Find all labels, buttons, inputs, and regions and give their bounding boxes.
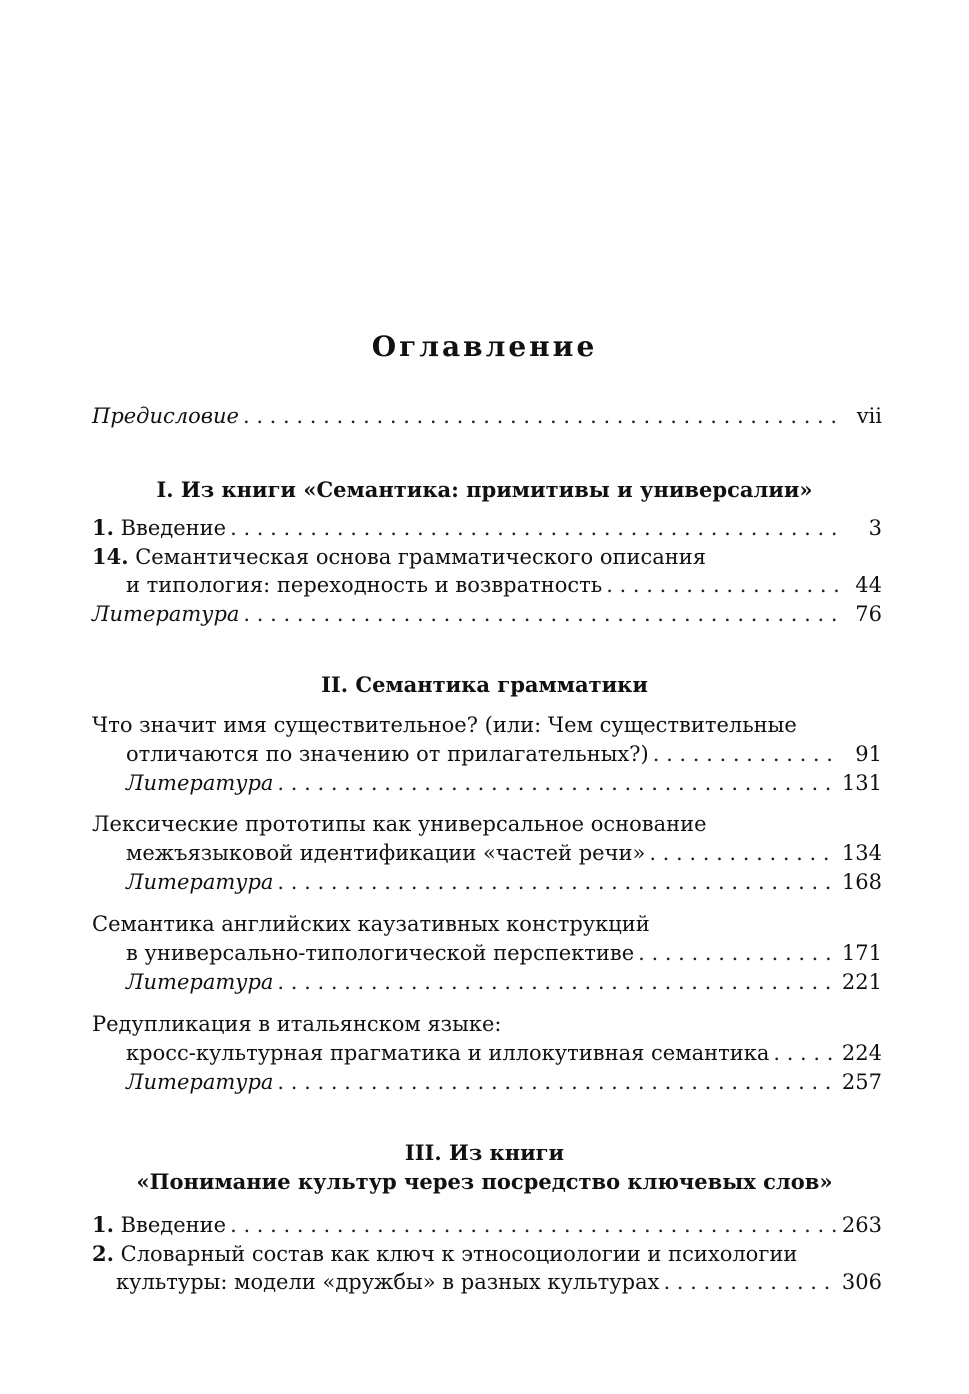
leader-dots [638, 939, 836, 968]
toc-entry-causatives[interactable] [92, 910, 882, 997]
literature-label: Литература [126, 771, 274, 795]
entry-label-line1: Словарный состав как ключ к этносоциологии и психологии [120, 1242, 798, 1266]
leader-dots [773, 1039, 836, 1068]
leader-dots [243, 402, 840, 431]
toc-entry-introduction-3[interactable] [92, 1210, 882, 1239]
entry-label: Введение [120, 516, 227, 540]
entry-label: Предисловие [92, 404, 239, 428]
part-3-heading-line1: III. Из книги [404, 1140, 565, 1165]
entry-label-line2: отличаются по значению от прилагательных?) [126, 742, 649, 766]
page-number: vii [856, 404, 882, 428]
leader-dots [606, 571, 840, 600]
entry-label-line1: Семантическая основа грамматического описания [135, 545, 706, 569]
toc-entry-literature[interactable] [92, 600, 882, 629]
entry-label-line1: Семантика английских каузативных конструкций [92, 912, 650, 936]
leader-dots [277, 1068, 835, 1097]
literature-label: Литература [126, 870, 274, 894]
page-title: Оглавление [371, 330, 598, 363]
entry-label-line2: и типология: переходность и возвратность [126, 573, 603, 597]
leader-dots [653, 740, 840, 769]
entry-label-line1: Редупликация в итальянском языке: [92, 1012, 502, 1036]
toc-entry-vocabulary[interactable] [92, 1239, 882, 1297]
leader-dots [277, 769, 835, 798]
leader-dots [277, 968, 835, 997]
page-number: 257 [841, 1070, 882, 1094]
toc-entry-lexical-prototypes[interactable] [92, 810, 882, 897]
page-number: 221 [841, 970, 882, 994]
toc-entry-nouns[interactable] [92, 711, 882, 798]
page-number: 134 [841, 841, 882, 865]
page-number: 168 [841, 870, 882, 894]
entry-label-line1: Что значит имя существительное? (или: Чем существительные [92, 713, 797, 737]
literature-label: Литература [126, 970, 274, 994]
page-number: 44 [855, 573, 882, 597]
leader-dots [230, 514, 840, 543]
page-number: 131 [841, 771, 882, 795]
leader-dots [230, 1211, 836, 1240]
entry-number: 1. [92, 515, 114, 540]
literature-label: Литература [126, 1070, 274, 1094]
toc-entry-chapter-14[interactable] [92, 542, 882, 600]
entry-label-line2: в универсально-типологической перспективе [126, 941, 635, 965]
part-3-heading-line2: «Понимание культур через посредство ключевых слов» [136, 1169, 833, 1194]
entry-label-line2: межъязыковой идентификации «частей речи» [126, 841, 646, 865]
part-2-heading: II. Семантика грамматики [321, 672, 648, 697]
leader-dots [649, 839, 836, 868]
toc-entry-preface[interactable] [92, 402, 882, 431]
page-number: 306 [841, 1270, 882, 1294]
entry-label: Литература [92, 602, 240, 626]
page-number: 263 [841, 1213, 882, 1237]
leader-dots [663, 1268, 835, 1297]
leader-dots [277, 868, 835, 897]
entry-number: 14. [92, 544, 129, 569]
page-number: 76 [855, 602, 882, 626]
page-number: 224 [841, 1041, 882, 1065]
entry-number: 1. [92, 1212, 114, 1237]
entry-label-line2: кросс-культурная прагматика и иллокутивная семантика [126, 1041, 770, 1065]
part-1-heading: I. Из книги «Семантика: примитивы и универсалии» [156, 477, 813, 502]
toc-entry-introduction[interactable] [92, 513, 882, 542]
toc-entry-reduplication[interactable] [92, 1010, 882, 1097]
entry-label-line1: Лексические прототипы как универсальное основание [92, 812, 707, 836]
entry-label: Введение [120, 1213, 227, 1237]
page-number: 171 [841, 941, 882, 965]
leader-dots [243, 600, 840, 629]
page-number: 3 [868, 516, 882, 540]
entry-number: 2. [92, 1241, 114, 1266]
page-number: 91 [855, 742, 882, 766]
entry-label-line2: культуры: модели «дружбы» в разных культурах [116, 1270, 660, 1294]
